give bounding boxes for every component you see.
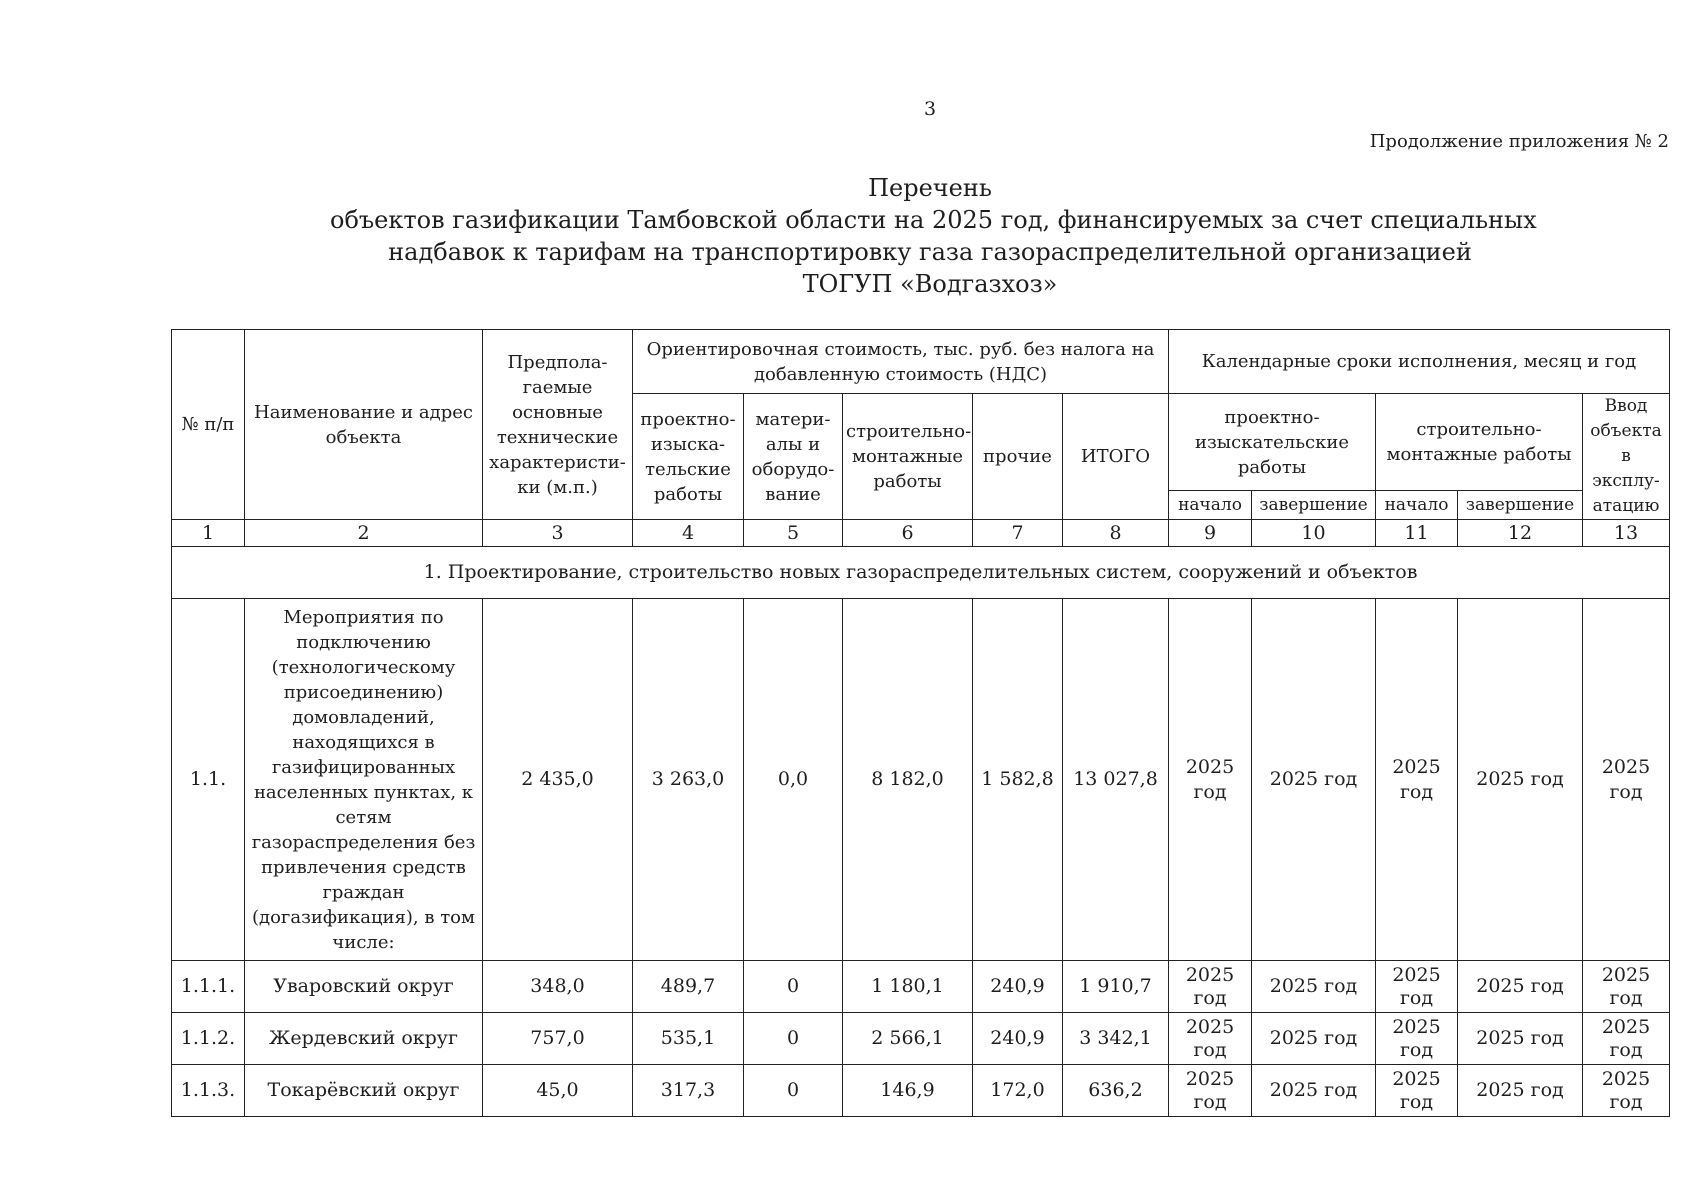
header-construction: строительно-монтажные работы [843,394,973,520]
row-name: Мероприятия по подключению (технологическому присоединению) домовладений, находящихся в газифицированных населенных пунктах, к сетям газораспределения без привлечения средств граждан (догазификация), в том числе: [245,599,483,961]
header-design-works: проектно-изыскательские работы [1169,394,1376,491]
column-number: 13 [1583,520,1670,547]
header-name: Наименование и адрес объекта [245,330,483,520]
table-row [172,961,1670,1013]
row-design-end: 2025 год [1252,1065,1376,1117]
row-construction-cost: 8 182,0 [843,599,973,961]
row-construction-cost: 146,9 [843,1065,973,1117]
row-commissioning: 2025 год [1583,961,1670,1013]
column-number: 10 [1252,520,1376,547]
title-line: надбавок к тарифам на транспортировку газа газораспределительной организацией [388,238,1472,266]
row-other-cost: 240,9 [973,1013,1063,1065]
row-name: Жердевский округ [245,1013,483,1065]
row-number: 1.1.3. [172,1065,245,1117]
column-number-row [172,520,1670,547]
row-construction-end: 2025 год [1458,961,1583,1013]
row-materials-cost: 0,0 [744,599,843,961]
page-number: 3 [923,98,937,120]
row-length: 757,0 [483,1013,633,1065]
row-design-end: 2025 год [1252,599,1376,961]
row-construction-cost: 1 180,1 [843,961,973,1013]
column-number: 7 [973,520,1063,547]
row-length: 2 435,0 [483,599,633,961]
title-line: объектов газификации Тамбовской области на 2025 год, финансируемых за счет специальных [330,206,1537,234]
header-other: прочие [973,394,1063,520]
header-construction-end: завершение [1458,491,1583,520]
row-commissioning: 2025 год [1583,1065,1670,1117]
row-construction-end: 2025 год [1458,599,1583,961]
column-number: 5 [744,520,843,547]
section-title: 1. Проектирование, строительство новых газораспределительных систем, сооружений и объектов [172,547,1670,599]
row-materials-cost: 0 [744,1013,843,1065]
header-construction-works: строительно-монтажные работы [1376,394,1583,491]
row-design-cost: 3 263,0 [633,599,744,961]
row-construction-cost: 2 566,1 [843,1013,973,1065]
header-total: ИТОГО [1063,394,1169,520]
header-commissioning: Ввод объекта в эксплу-атацию [1583,394,1670,520]
row-construction-start: 2025 год [1376,1065,1458,1117]
column-number: 6 [843,520,973,547]
row-other-cost: 1 582,8 [973,599,1063,961]
row-construction-end: 2025 год [1458,1013,1583,1065]
column-number: 8 [1063,520,1169,547]
row-number: 1.1.2. [172,1013,245,1065]
row-total-cost: 636,2 [1063,1065,1169,1117]
row-total-cost: 1 910,7 [1063,961,1169,1013]
row-design-cost: 317,3 [633,1065,744,1117]
column-number: 12 [1458,520,1583,547]
row-construction-start: 2025 год [1376,961,1458,1013]
row-materials-cost: 0 [744,961,843,1013]
table-row [172,1013,1670,1065]
row-number: 1.1. [172,599,245,961]
table-row [172,599,1670,961]
row-design-start: 2025 год [1169,1013,1252,1065]
row-materials-cost: 0 [744,1065,843,1117]
row-length: 348,0 [483,961,633,1013]
row-construction-start: 2025 год [1376,599,1458,961]
row-design-end: 2025 год [1252,961,1376,1013]
document-title [330,172,1537,300]
header-characteristics: Предпола-гаемые основные технические характеристи-ки (м.п.) [483,330,633,520]
column-number: 2 [245,520,483,547]
gasification-objects-table [171,329,1670,1117]
section-row [172,547,1670,599]
appendix-note: Продолжение приложения № 2 [1369,131,1669,152]
row-design-cost: 489,7 [633,961,744,1013]
header-design-end: завершение [1252,491,1376,520]
column-number: 3 [483,520,633,547]
header-construction-start: начало [1376,491,1458,520]
header-number: № п/п [172,330,245,520]
column-number: 4 [633,520,744,547]
row-length: 45,0 [483,1065,633,1117]
row-other-cost: 172,0 [973,1065,1063,1117]
row-commissioning: 2025 год [1583,599,1670,961]
header-design: проектно-изыска-тельские работы [633,394,744,520]
column-number: 11 [1376,520,1458,547]
column-number: 1 [172,520,245,547]
row-commissioning: 2025 год [1583,1013,1670,1065]
column-number: 9 [1169,520,1252,547]
row-name: Токарёвский округ [245,1065,483,1117]
row-total-cost: 13 027,8 [1063,599,1169,961]
header-materials: матери-алы и оборудо-вание [744,394,843,520]
row-number: 1.1.1. [172,961,245,1013]
row-design-end: 2025 год [1252,1013,1376,1065]
row-total-cost: 3 342,1 [1063,1013,1169,1065]
header-terms-group: Календарные сроки исполнения, месяц и год [1169,330,1670,394]
row-construction-start: 2025 год [1376,1013,1458,1065]
title-line: Перечень [868,174,992,202]
header-row [172,330,1670,394]
row-other-cost: 240,9 [973,961,1063,1013]
row-design-start: 2025 год [1169,599,1252,961]
row-design-cost: 535,1 [633,1013,744,1065]
title-line: ТОГУП «Водгазхоз» [802,270,1058,298]
row-name: Уваровский округ [245,961,483,1013]
row-design-start: 2025 год [1169,961,1252,1013]
header-design-start: начало [1169,491,1252,520]
row-construction-end: 2025 год [1458,1065,1583,1117]
row-design-start: 2025 год [1169,1065,1252,1117]
table-row [172,1065,1670,1117]
header-cost-group: Ориентировочная стоимость, тыс. руб. без налога на добавленную стоимость (НДС) [633,330,1169,394]
